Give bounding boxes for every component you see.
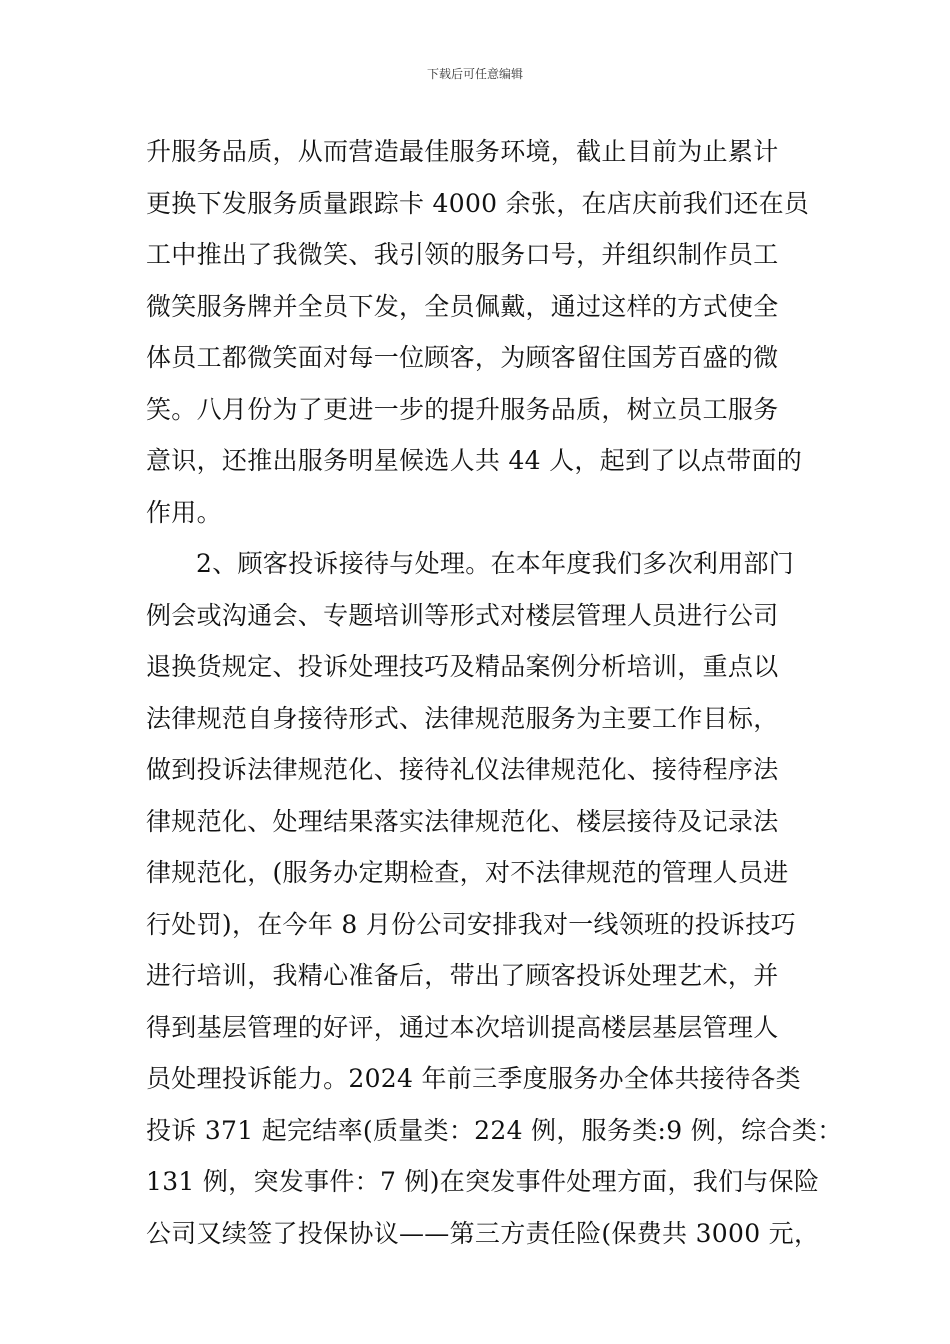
text-line: 更换下发服务质量跟踪卡 4000 余张，在店庆前我们还在员 [146,188,810,218]
text-line: 律规范化，(服务办定期检查，对不法律规范的管理人员进 [146,858,789,887]
text-line: 公司又续签了投保协议——第三方责任险(保费共 3000 元， [146,1218,820,1248]
text-line: 进行培训，我精心准备后，带出了顾客投诉处理艺术，并 [146,961,779,990]
page-header-note: 下载后可任意编辑 [426,67,523,81]
text-line: 体员工都微笑面对每一位顾客，为顾客留住国芳百盛的微 [146,343,779,372]
text-line: 131 例，突发事件：7 例)在突发事件处理方面，我们与保险 [146,1167,820,1196]
document-body [146,126,843,1259]
text-line: 作用。 [146,497,222,527]
text-line: 行处罚)，在今年 8 月份公司安排我对一线领班的投诉技巧 [146,909,796,939]
text-line: 得到基层管理的好评，通过本次培训提高楼层基层管理人 [146,1012,779,1042]
text-line: 笑。八月份为了更进一步的提升服务品质，树立员工服务 [146,394,779,424]
text-line: 法律规范自身接待形式、法律规范服务为主要工作目标， [146,703,779,733]
text-line: 投诉 371 起完结率(质量类：224 例，服务类:9 例，综合类： [146,1115,843,1145]
text-line: 意识，还推出服务明星候选人共 44 人，起到了以点带面的 [146,446,803,475]
text-line: 员处理投诉能力。2024 年前三季度服务办全体共接待各类 [146,1064,801,1093]
text-line: 做到投诉法律规范化、接待礼仪法律规范化、接待程序法 [146,755,779,784]
text-line: 升服务品质，从而营造最佳服务环境，截止目前为止累计 [146,137,779,166]
text-line: 工中推出了我微笑、我引领的服务口号，并组织制作员工 [146,240,779,269]
text-line: 微笑服务牌并全员下发，全员佩戴，通过这样的方式使全 [146,291,779,321]
text-line: 退换货规定、投诉处理技巧及精品案例分析培训，重点以 [146,652,779,681]
text-line: 律规范化、处理结果落实法律规范化、楼层接待及记录法 [146,806,779,836]
text-line: 例会或沟通会、专题培训等形式对楼层管理人员进行公司 [146,600,779,630]
text-line: 2、顾客投诉接待与处理。在本年度我们多次利用部门 [196,549,795,578]
